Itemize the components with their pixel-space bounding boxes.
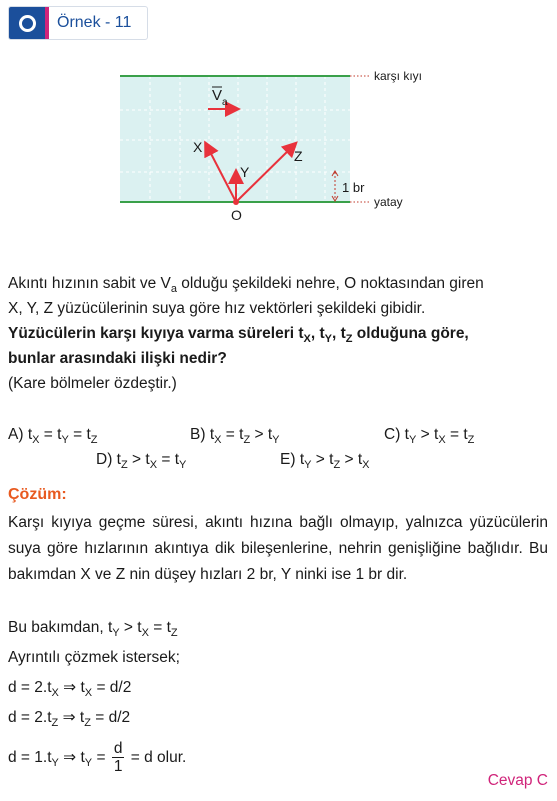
example-title: Örnek - 11 [57,14,132,31]
question-line-1: Akıntı hızının sabit ve $V_a$ olduğu şekildeki nehre, O noktasından giren [8,275,484,295]
solution-line-5: $d = 1.t_Y$ ⇒ $t_Y$ = $\frac{d}{1}$ = d olur. [8,740,187,776]
solution-line-1: Bu bakımdan, $t_Y > t_X = t_Z$ [8,619,178,639]
current-label: V [212,87,223,104]
option-e[interactable]: E) $t_Y > t_Z > t_X$ [280,451,370,471]
label-y: Y [240,164,250,180]
question-line-5: (Kare bölmeler özdeştir.) [8,375,177,392]
label-x: X [193,139,203,155]
solution-line-2: Ayrıntılı çözmek istersek; [8,649,180,666]
fraction: $\frac{d}{1}$ [113,740,123,776]
river-figure [0,60,557,230]
origin-point [233,199,239,205]
solution-paragraph: Karşı kıyıya geçme süresi, akıntı hızına bağlı olmayıp, yalnızca yüzücülerin suya göre hızlarının akıntıya dik bileşenlerine, nehrin genişliğine bağlıdır. Bu bakımdan X ve Z nin düşey hızları 2 br, Y ninki ise 1 br dir. [8,514,548,583]
option-a[interactable]: A) $t_X = t_Y = t_Z$ [8,426,98,446]
header-accent-bar [45,7,49,39]
option-b[interactable]: B) $t_X = t_Z > t_Y$ [190,426,280,446]
current-label-sub: a [222,97,228,108]
question-line-4: bunlar arasındaki ilişki nedir? [8,350,227,367]
label-far-bank: karşı kıyı [374,69,423,83]
solution-line-3: $d = 2.t_X$ ⇒ $t_X = d/2$ [8,679,132,699]
example-header [8,6,148,40]
answer-label: Cevap C [487,772,548,789]
question-line-3: Yüzücülerin karşı kıyıya varma süreleri $t_X$, $t_Y$, $t_Z$ olduğuna göre, [8,325,469,345]
question-line-2: X, Y, Z yüzücülerinin suya göre hız vektörleri şekildeki gibidir. [8,300,426,317]
option-c[interactable]: C) $t_Y > t_X = t_Z$ [384,426,475,446]
solution-heading: Çözüm: [8,486,67,503]
option-d[interactable]: D) $t_Z > t_X = t_Y$ [96,451,187,471]
label-unit: 1 br [342,180,365,195]
label-z: Z [294,148,303,164]
solution-line-4: $d = 2.t_Z$ ⇒ $t_Z = d/2$ [8,709,131,729]
circle-icon [9,7,45,39]
label-origin: O [231,207,242,223]
label-near-bank: yatay [374,195,403,209]
